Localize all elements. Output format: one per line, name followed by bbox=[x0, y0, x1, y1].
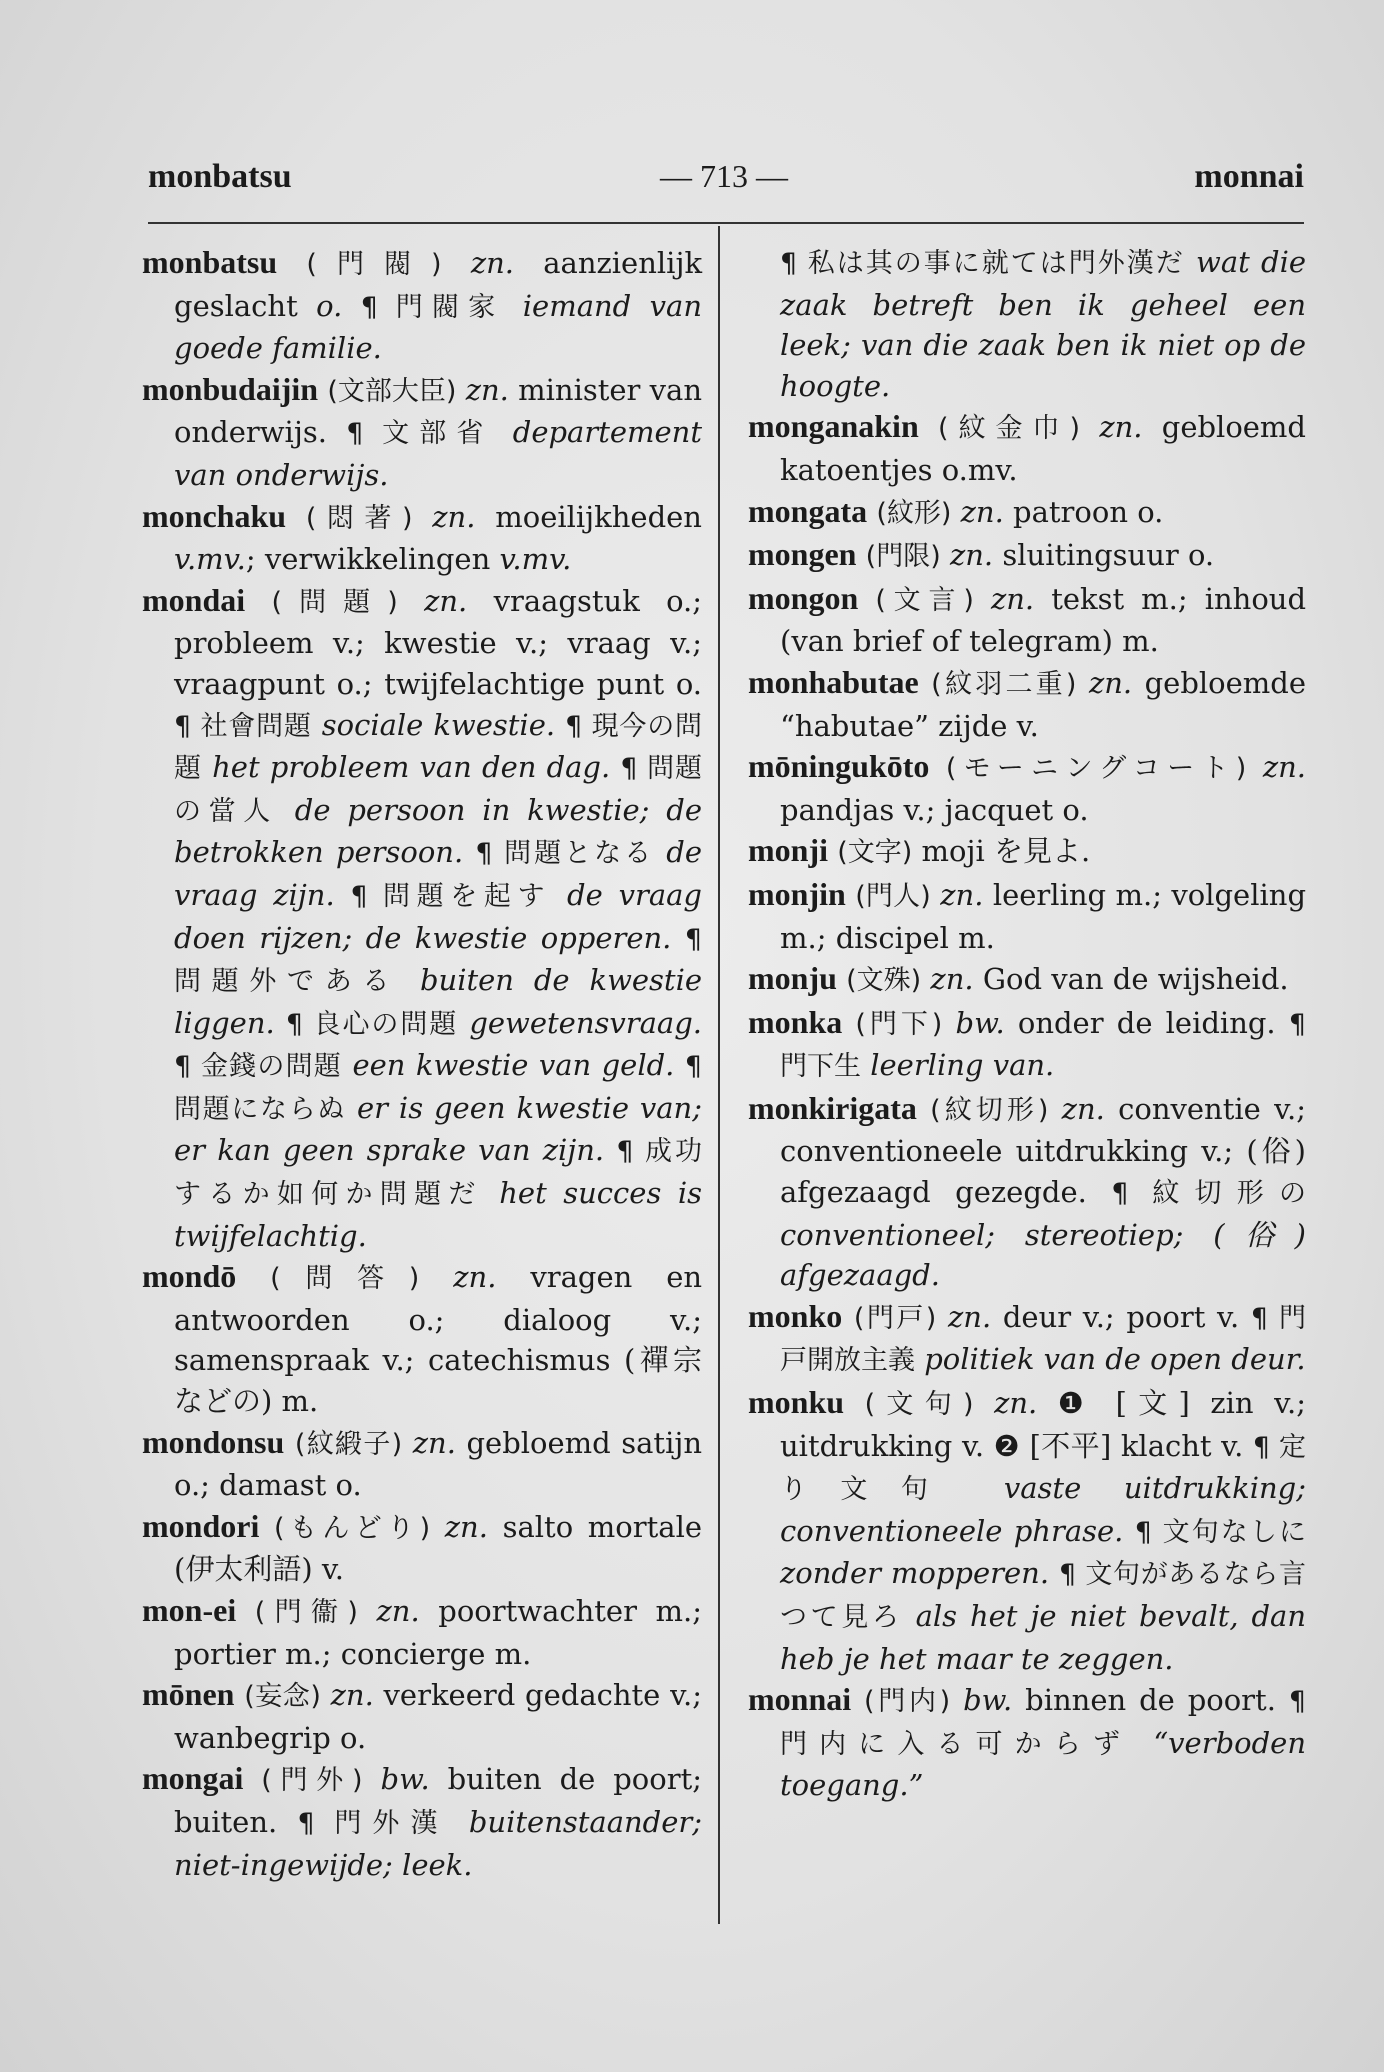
kanji: (門外) bbox=[261, 1765, 363, 1797]
example-translation: leerling van. bbox=[870, 1048, 1055, 1083]
column-divider bbox=[718, 226, 720, 1924]
definition: gebloemd satijn o.; damast o. bbox=[174, 1425, 703, 1503]
example-translation: conventioneel; stereotiep; (俗) afgezaagd. bbox=[780, 1217, 1306, 1293]
pos: zn. bbox=[1262, 750, 1306, 785]
headword: monko bbox=[748, 1297, 843, 1334]
headword: mongon bbox=[748, 579, 859, 616]
entry-monnai bbox=[748, 1679, 1306, 1806]
example: ¶ 社會問題 bbox=[174, 710, 312, 742]
page-number: — 713 — bbox=[660, 158, 788, 194]
headword: mondō bbox=[142, 1258, 237, 1295]
entry-monjin bbox=[748, 874, 1306, 958]
headword: monbudaijin bbox=[142, 370, 319, 407]
definition: aanzienlijk geslacht bbox=[174, 246, 703, 323]
kanji: (問題) bbox=[271, 586, 398, 618]
entry-monku bbox=[748, 1382, 1306, 1679]
definition: onder de leiding. bbox=[1017, 1005, 1276, 1040]
definition: gebloemde “habutae” zijde v. bbox=[780, 665, 1307, 743]
pos: zn. bbox=[1088, 665, 1133, 700]
entry-monen bbox=[142, 1674, 702, 1758]
example: ¶ 定り文句 bbox=[780, 1431, 1307, 1506]
entry-mongai bbox=[142, 1758, 702, 1885]
page-header bbox=[0, 158, 1384, 204]
example-translation: “verboden toegang.” bbox=[780, 1725, 1307, 1803]
definition: pandjas v.; jacquet o. bbox=[780, 792, 1089, 827]
kanji: (妄念) bbox=[244, 1681, 321, 1713]
entry-mondai bbox=[142, 580, 702, 1257]
example: ¶ 門下生 bbox=[780, 1008, 1307, 1083]
example: ¶ 文句があるなら言つて見ろ bbox=[780, 1559, 1307, 1633]
kanji: (門戸) bbox=[853, 1302, 937, 1334]
headword: monjin bbox=[748, 875, 846, 912]
example-translation: politiek van de open deur. bbox=[924, 1342, 1306, 1377]
entry-moningukoto bbox=[748, 746, 1306, 830]
headword: monbatsu bbox=[142, 244, 278, 280]
kanji: (問答) bbox=[270, 1263, 420, 1295]
headword: monnai bbox=[748, 1681, 852, 1718]
definition: moeilijkheden bbox=[495, 499, 702, 534]
headword: mōningukōto bbox=[748, 748, 930, 785]
pos: zn. bbox=[465, 372, 509, 407]
example: ¶ 門外漢 bbox=[297, 1807, 449, 1839]
left-column bbox=[142, 242, 702, 1885]
pos: zn. bbox=[990, 581, 1035, 616]
headword: monganakin bbox=[748, 408, 919, 445]
kanji: (文部大臣) bbox=[327, 375, 457, 407]
gender: v.mv. bbox=[174, 542, 246, 577]
kanji: (門人) bbox=[855, 880, 931, 912]
kanji: (紋緞子) bbox=[294, 1428, 403, 1460]
example: ¶ 門戸開放主義 bbox=[780, 1302, 1307, 1377]
example: ¶ 文部省 bbox=[346, 418, 494, 450]
example-translation: vaste uitdrukking; conventioneele phrase. bbox=[780, 1471, 1307, 1548]
headword: monka bbox=[748, 1003, 843, 1040]
headword: mōnen bbox=[142, 1676, 235, 1713]
entry-monji bbox=[748, 830, 1306, 874]
definition: moji を見よ. bbox=[921, 834, 1091, 869]
entry-continuation bbox=[748, 242, 1306, 406]
definition: minister van onderwijs. bbox=[174, 372, 702, 450]
entry-monko bbox=[748, 1296, 1306, 1382]
headword: monju bbox=[748, 960, 837, 997]
example-translation: departement van onderwijs. bbox=[174, 415, 703, 492]
kanji: (紋金巾) bbox=[937, 413, 1081, 445]
example-translation: het succes is twijfelachtig. bbox=[174, 1176, 703, 1253]
example-translation: het probleem van den dag. bbox=[212, 750, 611, 785]
headword: mondonsu bbox=[142, 1423, 285, 1460]
definition-2: ; verwikkelingen bbox=[245, 542, 491, 577]
example-translation: de vraag zijn. bbox=[174, 835, 702, 912]
pos: zn. bbox=[330, 1678, 374, 1713]
headword: mongai bbox=[142, 1760, 244, 1797]
entry-mongen bbox=[748, 534, 1306, 578]
definition: deur v.; poort v. bbox=[1002, 1299, 1240, 1334]
entry-monbudaijin bbox=[142, 369, 702, 496]
example: ¶ 問題の當人 bbox=[174, 753, 703, 827]
headword: monku bbox=[748, 1384, 845, 1421]
definition: buiten de poort; buiten. bbox=[174, 1762, 703, 1839]
entry-monkirigata bbox=[748, 1088, 1306, 1296]
pos: zn. bbox=[940, 877, 984, 912]
example-translation: de vraag doen rijzen; de kwestie opperen. bbox=[174, 877, 702, 955]
right-column bbox=[748, 242, 1306, 1806]
pos: bw. bbox=[963, 1683, 1013, 1718]
header-first-headword: monbatsu bbox=[148, 158, 292, 195]
example-translation: zonder mopperen. bbox=[780, 1556, 1050, 1591]
headword: mongata bbox=[748, 492, 868, 529]
definition: God van de wijsheid. bbox=[982, 962, 1289, 997]
definition: ❶ [文] zin v.; uitdrukking v. ❷ [不平] klacht v. bbox=[780, 1386, 1307, 1463]
example-translation: als het je niet bevalt, dan heb je het maar te zeggen. bbox=[780, 1599, 1307, 1676]
headword: mondai bbox=[142, 581, 246, 618]
kanji: (もんどり) bbox=[273, 1512, 431, 1544]
definition: tekst m.; inhoud (van brief of telegram) m. bbox=[780, 581, 1307, 659]
kanji: (門限) bbox=[865, 541, 941, 573]
pos: zn. bbox=[444, 1509, 488, 1544]
headword: monchaku bbox=[142, 497, 287, 534]
entry-mon-ei bbox=[142, 1590, 702, 1674]
example: ¶ 紋切形の bbox=[1111, 1178, 1306, 1210]
headword: mon-ei bbox=[142, 1592, 237, 1628]
example: ¶ 金錢の問題 bbox=[174, 1051, 343, 1083]
entry-mondo bbox=[142, 1256, 702, 1421]
entry-monbatsu bbox=[142, 242, 702, 369]
definition: sluitingsuur o. bbox=[1002, 538, 1215, 573]
example-translation: er is geen kwestie van; er kan geen sprake van zijn. bbox=[174, 1090, 702, 1168]
pos: zn. bbox=[994, 1386, 1038, 1421]
headword: mongen bbox=[748, 536, 857, 573]
example-translation: wat die zaak betreft ben ik geheel een leek; van die zaak ben ik niet op de hoogte. bbox=[780, 245, 1307, 403]
header-last-headword: monnai bbox=[1194, 158, 1304, 195]
kanji: (門閥) bbox=[306, 249, 442, 280]
example: ¶ 問題となる bbox=[475, 838, 655, 870]
definition: patroon o. bbox=[1013, 494, 1164, 529]
kanji: (紋形) bbox=[876, 497, 952, 529]
definition: vraagstuk o.; probleem v.; kwestie v.; vraag v.; vraagpunt o.; twijfelachtige punt o. bbox=[174, 583, 703, 701]
kanji: (悶著) bbox=[305, 502, 413, 534]
example: ¶ 文句なしに bbox=[1134, 1516, 1306, 1548]
pos: zn. bbox=[930, 962, 974, 997]
definition: binnen de poort. bbox=[1025, 1683, 1276, 1718]
pos: zn. bbox=[432, 499, 476, 534]
entry-monka bbox=[748, 1002, 1306, 1088]
example: ¶ 門閥家 bbox=[360, 291, 505, 323]
entry-monchaku bbox=[142, 496, 702, 580]
example-translation: een kwestie van geld. bbox=[352, 1048, 675, 1083]
example: ¶ 成功するか如何か問題だ bbox=[174, 1136, 703, 1211]
definition: salto mortale (伊太利語) v. bbox=[174, 1509, 703, 1587]
example-translation: buiten de kwestie liggen. bbox=[174, 963, 703, 1040]
example: ¶ 良心の問題 bbox=[285, 1008, 459, 1040]
example-translation: de persoon in kwestie; de betrokken persoon. bbox=[174, 792, 702, 870]
example-translation: sociale kwestie. bbox=[321, 707, 556, 742]
kanji: (紋羽二重) bbox=[931, 668, 1077, 700]
pos: bw. bbox=[955, 1005, 1005, 1040]
definition: vragen en antwoorden o.; dialoog v.; samenspraak v.; catechismus (禪宗などの) m. bbox=[174, 1260, 703, 1419]
pos: zn. bbox=[947, 1299, 992, 1334]
kanji: (文字) bbox=[837, 837, 913, 869]
kanji: (文言) bbox=[875, 584, 974, 616]
example: ¶ 問題にならぬ bbox=[174, 1051, 703, 1125]
pos: zn. bbox=[424, 583, 468, 618]
entry-monhabutae bbox=[748, 662, 1306, 746]
example: ¶ 門内に入る可からず bbox=[780, 1686, 1307, 1760]
gender: o. bbox=[316, 288, 343, 323]
kanji: (モーニングコート) bbox=[945, 753, 1247, 785]
pos: zn. bbox=[949, 538, 994, 573]
kanji: (紋切形) bbox=[930, 1094, 1049, 1126]
kanji: (文句) bbox=[864, 1389, 974, 1421]
example: ¶ 問題を起す bbox=[350, 880, 552, 912]
pos: zn. bbox=[1061, 1091, 1105, 1126]
pos: zn. bbox=[470, 246, 514, 280]
headword: mondori bbox=[142, 1507, 260, 1544]
example-translation: buitenstaander; niet-ingewijde; leek. bbox=[174, 1804, 703, 1882]
entry-mongon bbox=[748, 578, 1306, 662]
pos: zn. bbox=[412, 1425, 456, 1460]
entry-monganakin bbox=[748, 406, 1306, 490]
pos: zn. bbox=[1099, 410, 1143, 445]
example: ¶ 私は其の事に就ては門外漢だ bbox=[780, 248, 1185, 279]
kanji: (門衞) bbox=[254, 1597, 358, 1628]
definition: poortwachter m.; portier m.; concierge m. bbox=[174, 1594, 703, 1671]
kanji: (文殊) bbox=[846, 965, 922, 997]
kanji: (門内) bbox=[864, 1686, 951, 1718]
example: ¶ 現今の問題 bbox=[174, 710, 703, 785]
example: ¶ 問題外である bbox=[174, 923, 702, 998]
headword: monji bbox=[748, 832, 828, 869]
entry-mongata bbox=[748, 491, 1306, 535]
pos: zn. bbox=[960, 494, 1004, 529]
definition: conventie v.; conventioneele uitdrukking v.; (俗) afgezaagd gezegde. bbox=[780, 1091, 1307, 1210]
entry-mondori bbox=[142, 1506, 702, 1590]
definition: gebloemd katoentjes o.mv. bbox=[780, 410, 1306, 487]
headword: monkirigata bbox=[748, 1089, 917, 1126]
example-translation: gewetensvraag. bbox=[469, 1005, 703, 1040]
gender-2: v.mv. bbox=[499, 542, 572, 577]
entry-mondonsu bbox=[142, 1422, 702, 1506]
pos: zn. bbox=[376, 1594, 420, 1628]
kanji: (門下) bbox=[855, 1008, 943, 1040]
example-translation: iemand van goede familie. bbox=[174, 288, 703, 366]
pos: zn. bbox=[453, 1260, 497, 1295]
header-rule bbox=[148, 222, 1304, 224]
entry-monju bbox=[748, 958, 1306, 1002]
definition: verkeerd gedachte v.; wanbegrip o. bbox=[174, 1678, 703, 1755]
definition: leerling m.; volgeling m.; discipel m. bbox=[780, 877, 1307, 955]
pos: bw. bbox=[380, 1762, 430, 1797]
headword: monhabutae bbox=[748, 663, 919, 700]
